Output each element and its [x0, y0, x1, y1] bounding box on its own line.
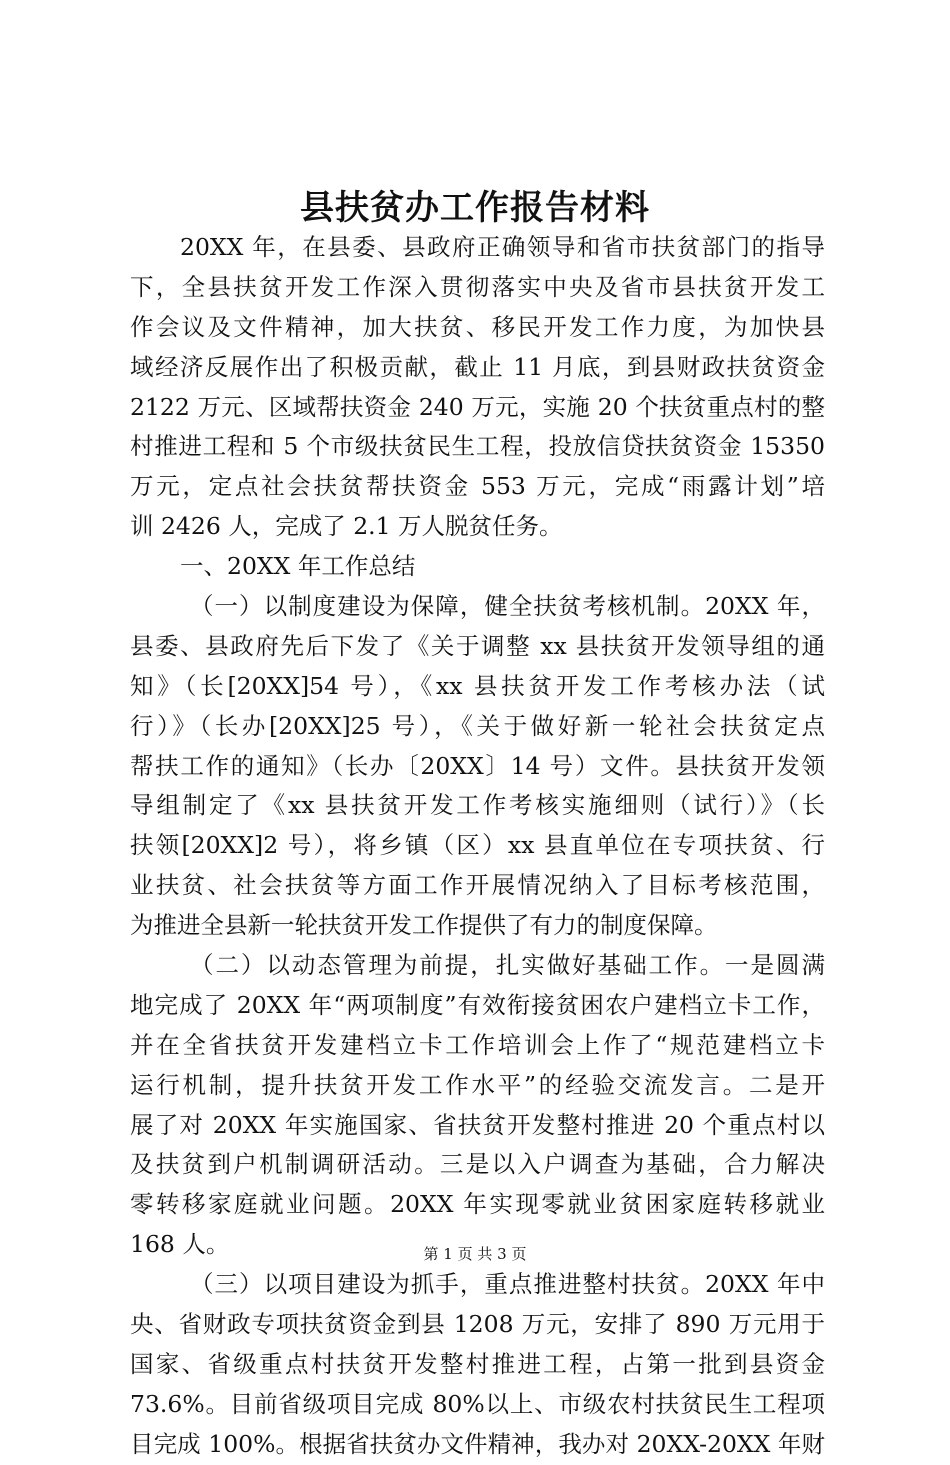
- text-line: 村推进工程和 5 个市级扶贫民生工程，投放信贷扶贫资金 15350: [130, 432, 825, 461]
- text-line: 运行机制，提升扶贫开发工作水平”的经验交流发言。二是开: [130, 1070, 825, 1099]
- text-line: 帮扶工作的通知》（长办〔20XX〕14 号）文件。县扶贫开发领: [130, 751, 825, 780]
- text-line: 目完成 100%。根据省扶贫办文件精神，我办对 20XX-20XX 年财: [130, 1429, 825, 1458]
- text-line: 域经济反展作出了积极贡献，截止 11 月底，到县财政扶贫资金: [130, 352, 825, 381]
- text-line: 及扶贫到户机制调研活动。三是以入户调查为基础，合力解决: [130, 1150, 825, 1179]
- text-line: 扶领[20XX]2 号），将乡镇（区）xx 县直单位在专项扶贫、行: [130, 831, 825, 860]
- text-line: 168 人。: [130, 1230, 230, 1259]
- text-line: （二）以动态管理为前提，扎实做好基础工作。一是圆满: [190, 951, 825, 980]
- text-line: 知》（长[20XX]54 号），《xx 县扶贫开发工作考核办法（试: [130, 671, 825, 700]
- text-line: （三）以项目建设为抓手，重点推进整村扶贫。20XX 年中: [190, 1270, 825, 1299]
- text-line: 20XX 年，在县委、县政府正确领导和省市扶贫部门的指导: [180, 233, 825, 261]
- text-line: 国家、省级重点村扶贫开发整村推进工程，占第一批到县资金: [130, 1349, 825, 1378]
- document-title: 县扶贫办工作报告材料: [300, 188, 650, 228]
- text-line: 73.6%。目前省级项目完成 80%以上、市级农村扶贫民生工程项: [130, 1389, 825, 1418]
- text-line: 并在全省扶贫开发建档立卡工作培训会上作了“规范建档立卡: [130, 1030, 825, 1059]
- text-line: 行）》（长办[20XX]25 号），《关于做好新一轮社会扶贫定点: [130, 711, 825, 740]
- text-line: 业扶贫、社会扶贫等方面工作开展情况纳入了目标考核范围，: [130, 871, 825, 900]
- text-line: （一）以制度建设为保障，健全扶贫考核机制。20XX 年，: [190, 592, 825, 621]
- page-footer: 第 1 页 共 3 页: [423, 1245, 527, 1263]
- section-heading: 一、20XX 年工作总结: [180, 552, 416, 581]
- document-body: [130, 228, 825, 1465]
- text-line: 下，全县扶贫开发工作深入贯彻落实中央及省市县扶贫开发工: [130, 272, 825, 301]
- text-line: 导组制定了《xx 县扶贫开发工作考核实施细则（试行）》（长: [130, 791, 825, 820]
- text-line: 展了对 20XX 年实施国家、省扶贫开发整村推进 20 个重点村以: [130, 1110, 825, 1139]
- text-line: 为推进全县新一轮扶贫开发工作提供了有力的制度保障。: [130, 911, 718, 940]
- text-line: 零转移家庭就业问题。20XX 年实现零就业贫困家庭转移就业: [130, 1190, 825, 1219]
- text-line: 地完成了 20XX 年“两项制度”有效衔接贫困农户建档立卡工作，: [130, 990, 825, 1019]
- text-line: 央、省财政专项扶贫资金到县 1208 万元，安排了 890 万元用于: [130, 1310, 825, 1339]
- text-line: 2122 万元、区域帮扶资金 240 万元，实施 20 个扶贫重点村的整: [130, 392, 825, 421]
- text-line: 作会议及文件精神，加大扶贫、移民开发工作力度，为加快县: [130, 312, 825, 341]
- text-line: 训 2426 人，完成了 2.1 万人脱贫任务。: [130, 512, 563, 541]
- text-line: 万元，定点社会扶贫帮扶资金 553 万元，完成“雨露计划”培: [130, 472, 825, 501]
- text-line: 县委、县政府先后下发了《关于调整 xx 县扶贫开发领导组的通: [130, 631, 825, 660]
